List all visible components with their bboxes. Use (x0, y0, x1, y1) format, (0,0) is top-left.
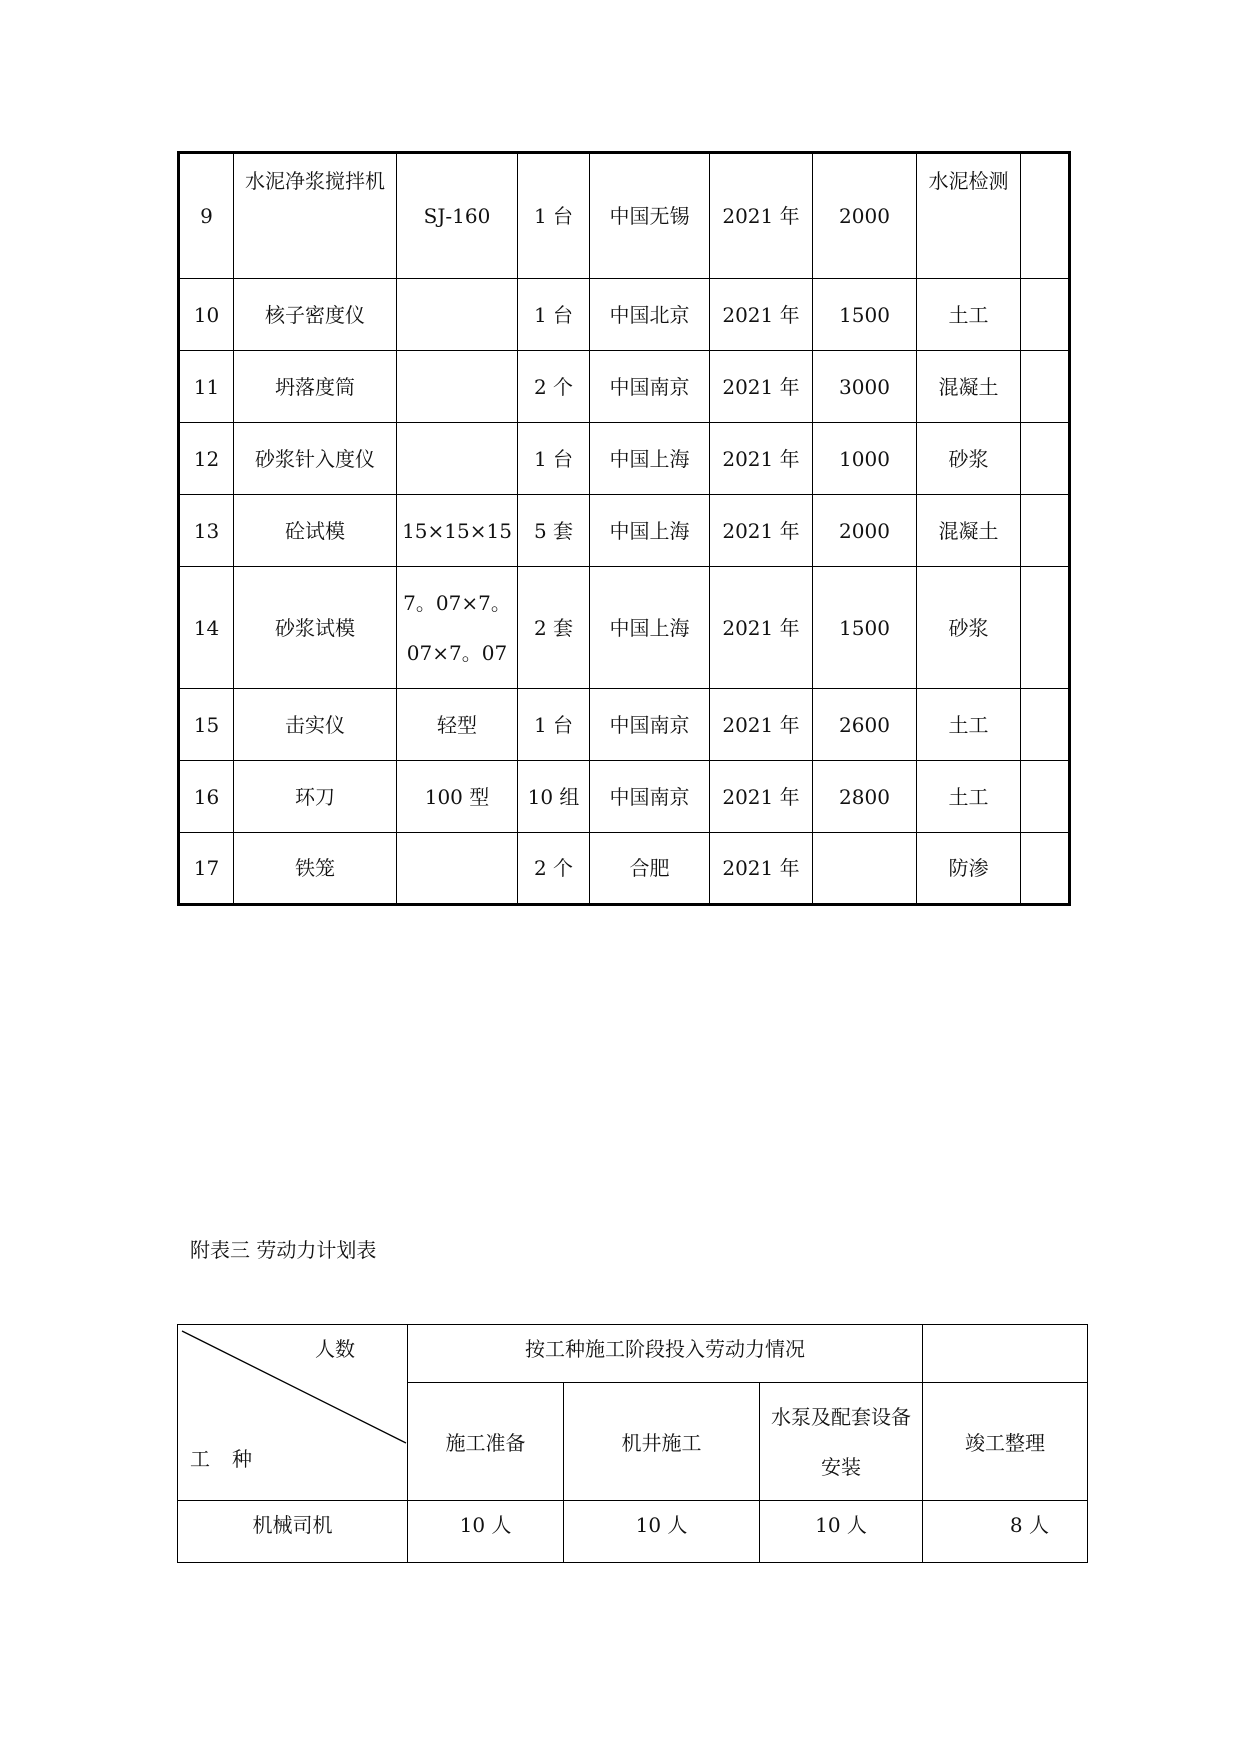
equipment-value: 2800 (813, 761, 917, 833)
labor-count: 10 人 (760, 1501, 923, 1563)
equipment-model (397, 423, 518, 495)
equipment-model: 轻型 (397, 689, 518, 761)
equipment-remark (1021, 761, 1070, 833)
equipment-model (397, 351, 518, 423)
equipment-year: 2021 年 (710, 495, 813, 567)
equipment-year: 2021 年 (710, 423, 813, 495)
equipment-name: 砼试模 (234, 495, 397, 567)
row-no: 13 (179, 495, 234, 567)
trade-name: 机械司机 (178, 1501, 408, 1563)
labor-plan-caption: 附表三 劳动力计划表 (190, 1238, 377, 1262)
equipment-origin: 合肥 (590, 833, 710, 905)
equipment-use: 防渗 (917, 833, 1021, 905)
equipment-origin: 中国南京 (590, 761, 710, 833)
equipment-value: 2000 (813, 495, 917, 567)
equipment-use: 土工 (917, 761, 1021, 833)
equipment-name: 铁笼 (234, 833, 397, 905)
labor-count: 10 人 (564, 1501, 760, 1563)
equipment-use: 混凝土 (917, 495, 1021, 567)
group-header: 按工种施工阶段投入劳动力情况 (408, 1325, 923, 1383)
table-row (179, 351, 1070, 423)
equipment-qty: 1 台 (518, 423, 590, 495)
row-no: 11 (179, 351, 234, 423)
equipment-value: 1000 (813, 423, 917, 495)
row-no: 17 (179, 833, 234, 905)
equipment-origin: 中国南京 (590, 351, 710, 423)
equipment-name: 核子密度仪 (234, 279, 397, 351)
equipment-origin: 中国南京 (590, 689, 710, 761)
equipment-value: 2000 (813, 153, 917, 279)
table-row (179, 689, 1070, 761)
header-count-label: 人数 (315, 1337, 355, 1361)
equipment-remark (1021, 279, 1070, 351)
equipment-qty: 1 台 (518, 153, 590, 279)
group-header-empty (923, 1325, 1088, 1383)
equipment-use: 土工 (917, 279, 1021, 351)
equipment-year: 2021 年 (710, 833, 813, 905)
table-row (179, 153, 1070, 279)
equipment-qty: 2 个 (518, 833, 590, 905)
stage-header: 施工准备 (408, 1383, 564, 1501)
equipment-model (397, 833, 518, 905)
equipment-origin: 中国北京 (590, 279, 710, 351)
equipment-value: 3000 (813, 351, 917, 423)
equipment-year: 2021 年 (710, 279, 813, 351)
table-row (179, 833, 1070, 905)
equipment-year: 2021 年 (710, 761, 813, 833)
table-row (179, 567, 1070, 689)
labor-count: 10 人 (408, 1501, 564, 1563)
equipment-name: 砂浆针入度仪 (234, 423, 397, 495)
equipment-origin: 中国上海 (590, 423, 710, 495)
equipment-remark (1021, 153, 1070, 279)
equipment-origin: 中国上海 (590, 495, 710, 567)
table-row (179, 279, 1070, 351)
row-no: 14 (179, 567, 234, 689)
equipment-year: 2021 年 (710, 153, 813, 279)
equipment-model: 7。07×7。07×7。07 (397, 567, 518, 689)
row-no: 9 (179, 153, 234, 279)
equipment-year: 2021 年 (710, 567, 813, 689)
table-row (179, 761, 1070, 833)
labor-count: 8 人 (923, 1501, 1088, 1563)
table-header-row (178, 1325, 1088, 1383)
equipment-use: 混凝土 (917, 351, 1021, 423)
table-row (178, 1501, 1088, 1563)
equipment-remark (1021, 833, 1070, 905)
equipment-model: SJ-160 (397, 153, 518, 279)
equipment-qty: 10 组 (518, 761, 590, 833)
equipment-model: 100 型 (397, 761, 518, 833)
equipment-qty: 2 个 (518, 351, 590, 423)
equipment-table (177, 151, 1071, 906)
equipment-remark (1021, 567, 1070, 689)
equipment-use: 土工 (917, 689, 1021, 761)
corner-header (178, 1325, 408, 1501)
equipment-remark (1021, 689, 1070, 761)
equipment-origin: 中国上海 (590, 567, 710, 689)
equipment-name: 击实仪 (234, 689, 397, 761)
equipment-qty: 1 台 (518, 279, 590, 351)
row-no: 12 (179, 423, 234, 495)
equipment-value (813, 833, 917, 905)
row-no: 10 (179, 279, 234, 351)
diagonal-divider (178, 1325, 408, 1501)
equipment-name: 坍落度筒 (234, 351, 397, 423)
table-row (179, 495, 1070, 567)
row-no: 16 (179, 761, 234, 833)
equipment-use: 砂浆 (917, 423, 1021, 495)
equipment-value: 1500 (813, 567, 917, 689)
stage-header: 机井施工 (564, 1383, 760, 1501)
equipment-value: 2600 (813, 689, 917, 761)
table-row (179, 423, 1070, 495)
stage-header: 水泵及配套设备安装 (760, 1383, 923, 1501)
equipment-origin: 中国无锡 (590, 153, 710, 279)
equipment-value: 1500 (813, 279, 917, 351)
equipment-use: 水泥检测 (917, 153, 1021, 279)
equipment-remark (1021, 351, 1070, 423)
equipment-qty: 2 套 (518, 567, 590, 689)
equipment-remark (1021, 495, 1070, 567)
equipment-model (397, 279, 518, 351)
row-no: 15 (179, 689, 234, 761)
header-trade-label: 工种 (190, 1447, 274, 1471)
labor-plan-table (177, 1324, 1088, 1563)
equipment-model: 15×15×15 (397, 495, 518, 567)
equipment-name: 环刀 (234, 761, 397, 833)
equipment-name: 砂浆试模 (234, 567, 397, 689)
equipment-use: 砂浆 (917, 567, 1021, 689)
equipment-remark (1021, 423, 1070, 495)
equipment-year: 2021 年 (710, 689, 813, 761)
equipment-year: 2021 年 (710, 351, 813, 423)
equipment-qty: 5 套 (518, 495, 590, 567)
stage-header: 竣工整理 (923, 1383, 1088, 1501)
equipment-qty: 1 台 (518, 689, 590, 761)
equipment-name: 水泥净浆搅拌机 (234, 153, 397, 279)
